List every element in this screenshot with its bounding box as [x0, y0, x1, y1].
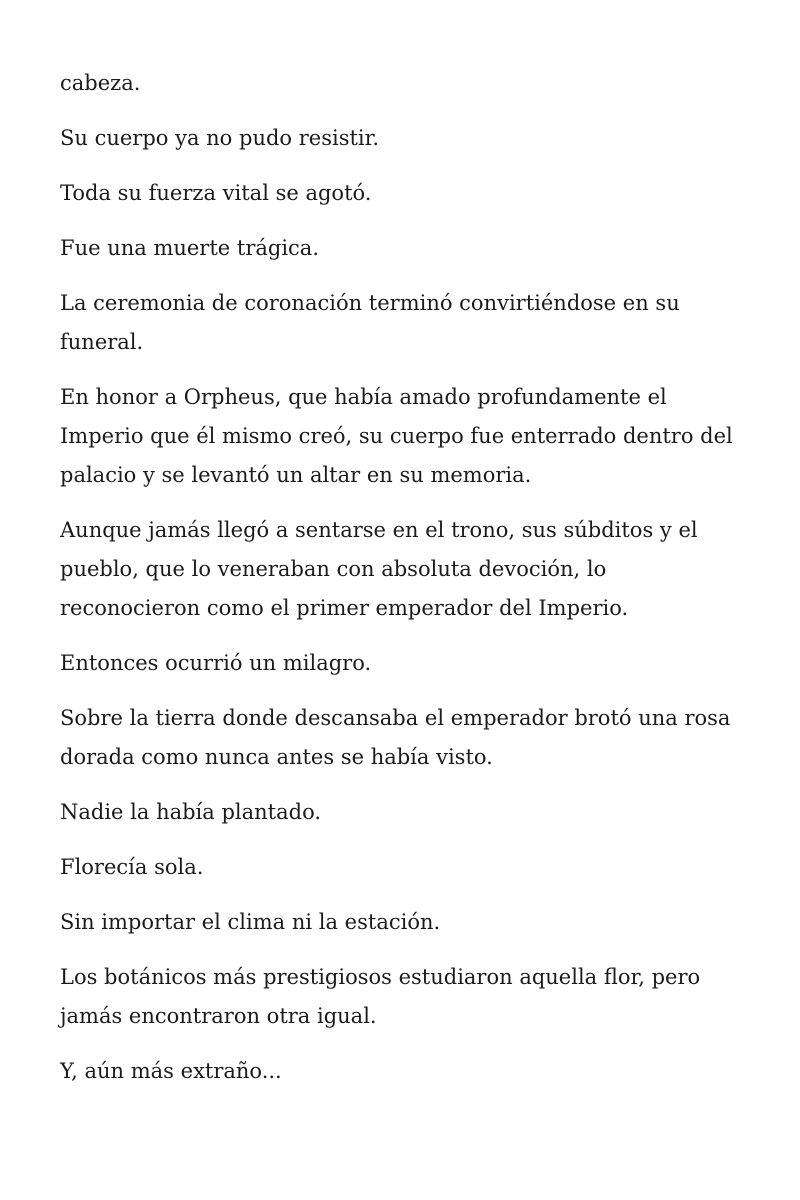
paragraph: Su cuerpo ya no pudo resistir. [60, 126, 380, 150]
paragraph: Florecía sola. [60, 855, 204, 879]
paragraph: Toda su fuerza vital se agotó. [60, 181, 372, 205]
paragraph: Aunque jamás llegó a sentarse en el trono, sus súbditos y el pueblo, que lo veneraban con absoluta devoción, lo reconocieron como el primer emperador del Imperio. [60, 518, 698, 620]
paragraph: La ceremonia de coronación terminó convirtiéndose en su funeral. [60, 291, 680, 354]
paragraph: Fue una muerte trágica. [60, 236, 320, 260]
paragraph: En honor a Orpheus, que había amado profundamente el Imperio que él mismo creó, su cuerpo fue enterrado dentro del palacio y se levantó un altar en su memoria. [60, 385, 733, 487]
paragraph: Sobre la tierra donde descansaba el emperador brotó una rosa dorada como nunca antes se había visto. [60, 706, 731, 769]
paragraph: Los botánicos más prestigiosos estudiaron aquella flor, pero jamás encontraron otra igual. [60, 965, 701, 1028]
paragraph: Nadie la había plantado. [60, 800, 322, 824]
paragraph: Y, aún más extraño... [60, 1059, 282, 1083]
reading-page [60, 64, 750, 1107]
paragraph: Entonces ocurrió un milagro. [60, 651, 372, 675]
paragraph: Sin importar el clima ni la estación. [60, 910, 441, 934]
paragraph: cabeza. [60, 71, 141, 95]
